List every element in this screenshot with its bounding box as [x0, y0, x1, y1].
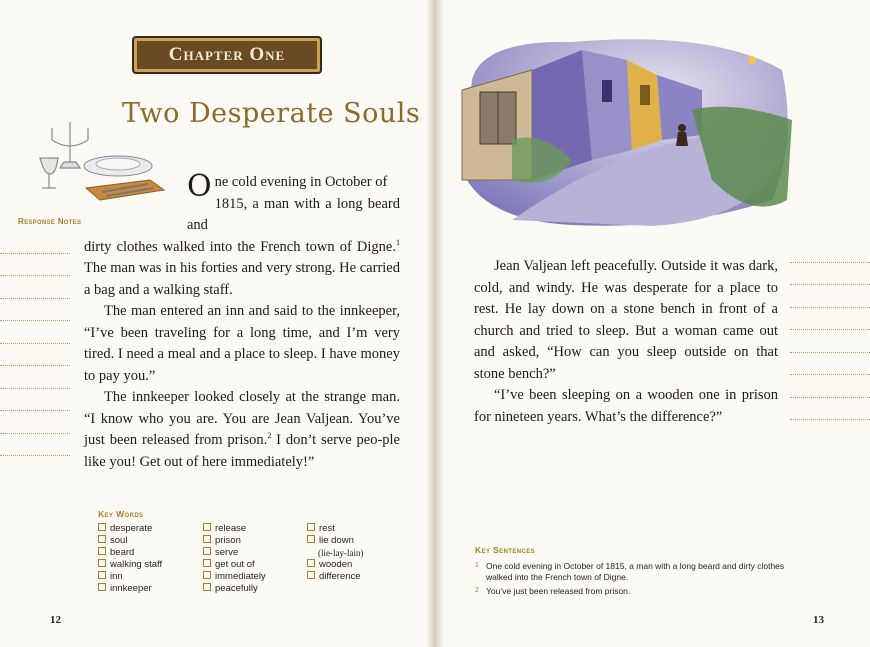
key-word-item[interactable]: soul	[98, 535, 162, 547]
key-sentence-number: 1	[475, 562, 479, 569]
key-word-item[interactable]: prison	[203, 535, 266, 547]
key-sentence-number: 2	[475, 587, 479, 594]
key-word-item[interactable]: release	[203, 523, 266, 535]
right-paragraph-2: “I’ve been sleeping on a wooden one in prison for nineteen years. What’s the difference?”	[474, 387, 778, 425]
key-word-item[interactable]: serve	[203, 547, 266, 559]
response-notes-lines-right	[790, 240, 870, 420]
paragraph-2: The man entered an inn and said to the innkeeper, “I’ve been traveling for a long time, and I’m very tired. I need a meal and a place to sleep. I have money to pay you.”	[84, 303, 400, 384]
key-words-column-2	[203, 523, 266, 595]
page-number-left: 12	[50, 614, 61, 626]
key-sentence-text: You’ve just been released from prison.	[486, 586, 631, 596]
footnote-marker-2: 2	[267, 431, 272, 441]
chapter-banner	[132, 36, 322, 74]
key-word-item[interactable]: difference	[307, 571, 363, 583]
chapter-label: Chapter One	[168, 44, 286, 65]
page-number-right: 13	[813, 614, 824, 626]
para1-rest-b: The man was in his forties and very strong. He carried a bag and a walking staff.	[84, 260, 400, 298]
key-word-item[interactable]: inn	[98, 571, 162, 583]
key-word-item[interactable]: peacefully	[203, 583, 266, 595]
response-notes-label: Response Notes	[18, 217, 82, 226]
key-words-column-3	[307, 523, 363, 583]
right-paragraph-1: Jean Valjean left peacefully. Outside it was dark, cold, and windy. He was desperate for a place to rest. He lay down on a stone bench in front of a church and tried to sleep. But a woman came out and asked, “How can you sleep outside on that stone bench?”	[474, 258, 778, 382]
paragraph-1	[84, 169, 400, 301]
key-word-pronunciation: (lie-lay-lain)	[318, 548, 364, 558]
key-word-item[interactable]: rest	[307, 523, 363, 535]
book-gutter	[426, 0, 444, 647]
key-sentence-item	[475, 586, 785, 597]
left-body-text	[84, 169, 400, 473]
key-word-item[interactable]: walking staff	[98, 559, 162, 571]
street-scene-illustration	[452, 30, 797, 230]
key-word-item[interactable]: wooden	[307, 559, 363, 571]
key-sentences-title: Key Sentences	[475, 545, 536, 555]
dropcap: O	[187, 169, 212, 204]
right-body-text	[474, 256, 778, 428]
key-word-item[interactable]: immediately	[203, 571, 266, 583]
para1-rest-a: dirty clothes walked into the French town of Digne.	[84, 238, 396, 255]
para1-line2: 1815, a man with a long beard and	[187, 195, 400, 233]
key-word-item[interactable]: lie down	[307, 535, 363, 547]
footnote-marker-1: 1	[396, 237, 400, 247]
key-words-column-1	[98, 523, 162, 595]
key-word-item[interactable]: beard	[98, 547, 162, 559]
key-word-item[interactable]: desperate	[98, 523, 162, 535]
para3-a: The innkeeper looked closely at the strange man. “I know who you are. You are Jean Valjean. You’ve just been released from prison.	[84, 389, 400, 448]
key-sentence-item	[475, 561, 785, 582]
key-sentences-list	[475, 561, 785, 601]
para3-b: I don’t serve peo-ple like you! Get out of here immediately!”	[84, 432, 400, 470]
key-words-title: Key Words	[98, 509, 144, 519]
key-word-item[interactable]: get out of	[203, 559, 266, 571]
key-word-item[interactable]: innkeeper	[98, 583, 162, 595]
para1-line1: ne cold evening in October of	[214, 174, 388, 190]
chapter-title: Two Desperate Souls	[122, 98, 421, 129]
paragraph-3	[84, 387, 400, 473]
response-notes-lines-left	[0, 231, 70, 456]
key-sentence-text: One cold evening in October of 1815, a man with a long beard and dirty clothes walked into the French town of Digne.	[486, 561, 785, 582]
